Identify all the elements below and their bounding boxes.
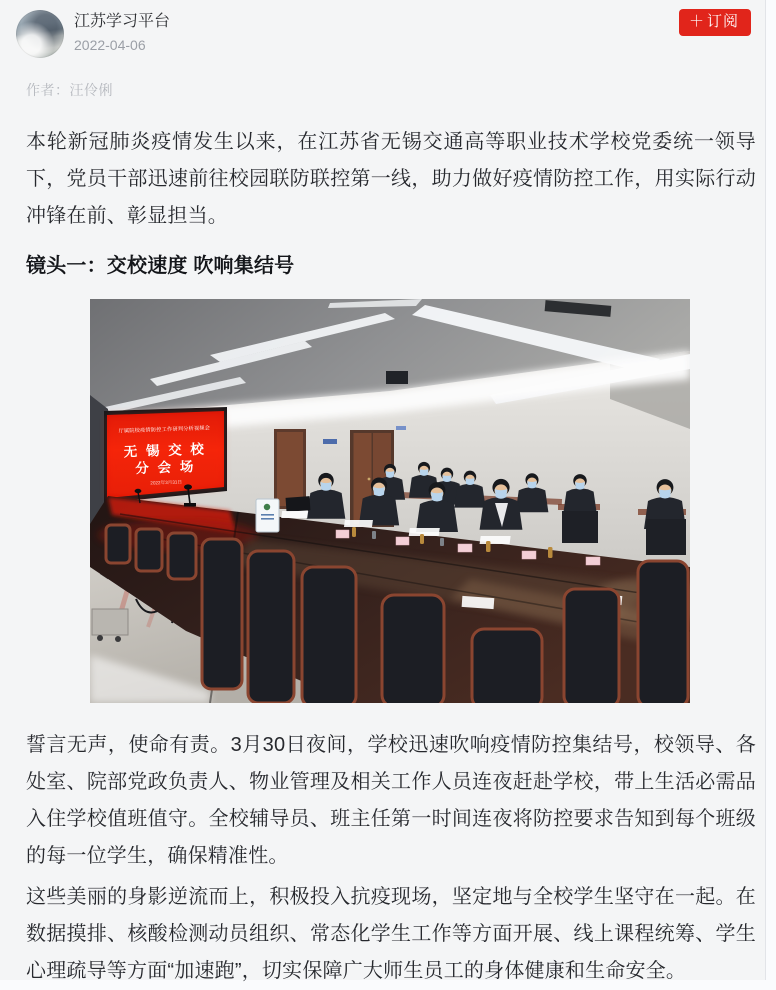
publisher-id-block — [74, 10, 170, 54]
section-heading: 镜头一：交校速度 吹响集结号 — [26, 255, 295, 277]
publisher-avatar[interactable] — [16, 10, 64, 58]
article-body — [0, 124, 765, 990]
screen-title-text: 厅属院校疫情防控工作研判分析视频会 — [118, 425, 211, 435]
plus-icon: ＋ — [688, 13, 705, 30]
subscribe-button[interactable] — [679, 9, 751, 36]
paragraph-intro: 本轮新冠肺炎疫情发生以来，在江苏省无锡交通高等职业技术学校党委统一领导下，党员干部迅速前往校园联防联控第一线，助力做好疫情防控工作，用实际行动冲锋在前、彰显担当。 — [26, 131, 756, 227]
author-byline — [26, 80, 765, 100]
red-led-screen — [104, 407, 227, 503]
screen-date-text: 2022年3月31日 — [150, 479, 183, 486]
publish-date: 2022-04-06 — [74, 37, 146, 53]
author-name: 汪伶俐 — [69, 82, 113, 98]
subscribe-label: 订阅 — [706, 13, 739, 30]
screen-subvenue-text: 分 会 场 — [135, 458, 197, 477]
feed-header — [0, 0, 765, 58]
screen-venue-text: 无 锡 交 校 — [123, 441, 207, 460]
paragraph-night-response: 誓言无声，使命有责。3月30日夜间，学校迅速吹响疫情防控集结号，校领导、各处室、院部党政负责人、物业管理及相关工作人员连夜赶赴学校，带上生活必需品入住学校值班值守。全校辅导员、班主任第一时间连夜将防控要求告知到每个班级的每一位学生，确保精准性。 — [26, 734, 756, 867]
publisher-name[interactable]: 江苏学习平台 — [74, 13, 171, 30]
paragraph-epidemic-work: 这些美丽的身影逆流而上，积极投入抗疫现场，坚定地与全校学生坚守在一起。在数据摸排、核酸检测动员组织、常态化学生工作等方面开展、线上课程统筹、学生心理疏导等方面“加速跑”，切实保障广大师生员工的身体健康和生命安全。 — [26, 886, 756, 982]
author-label: 作者： — [26, 82, 70, 98]
article-photo[interactable] — [90, 299, 690, 703]
